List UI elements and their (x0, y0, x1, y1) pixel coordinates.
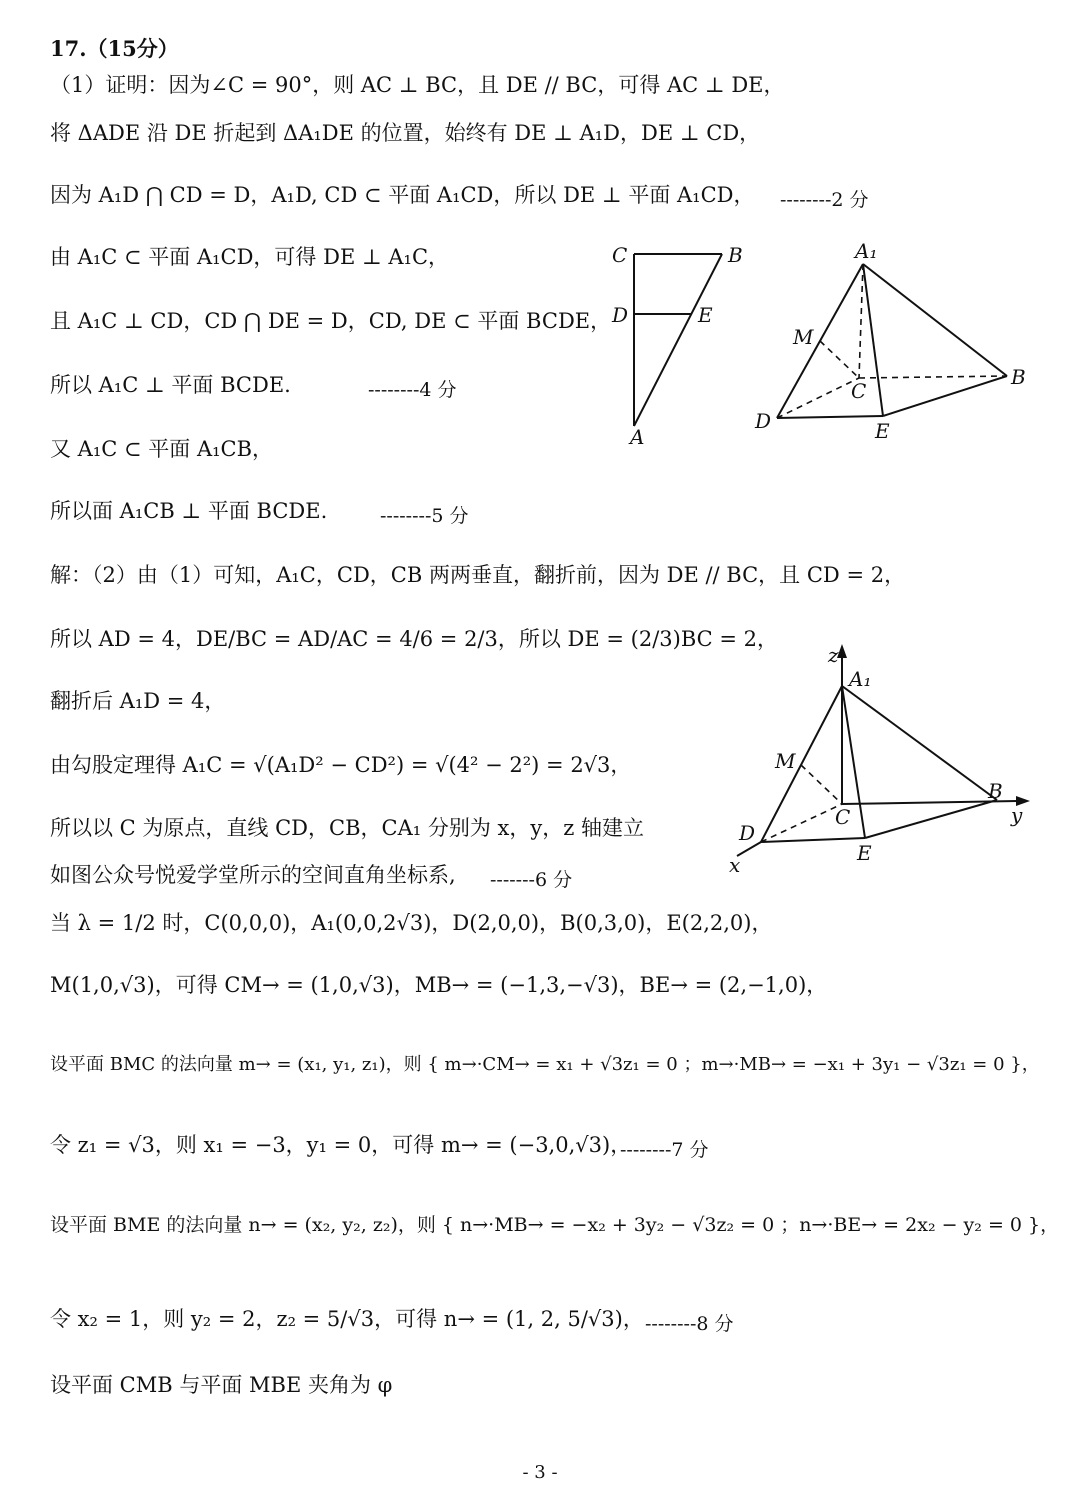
edge-A1B (863, 264, 1007, 376)
label-M: M (793, 325, 814, 349)
label-B: B (988, 779, 1003, 803)
label-D: D (612, 303, 629, 327)
page-number: - 3 - (522, 1462, 558, 1483)
part1-line-6: 所以 A₁C ⊥ 平面 BCDE. (50, 373, 291, 397)
part2-line-10: 令 z₁ = √3，则 x₁ = −3，y₁ = 0，可得 m→ = (−3,0,√3)， (50, 1133, 632, 1157)
part1-line-1: （1）证明：因为∠C = 90°，则 AC ⊥ BC，且 DE // BC，可得 AC ⊥ DE， (50, 73, 785, 97)
part2-line-3: 翻折后 A₁D = 4， (50, 689, 226, 713)
part1-line-5: 且 A₁C ⊥ CD，CD ⋂ DE = D，CD, DE ⊂ 平面 BCDE， (50, 309, 612, 333)
label-A: A (630, 425, 645, 449)
part1-line-8: 所以面 A₁CB ⊥ 平面 BCDE. (50, 499, 328, 523)
edge-EB (865, 800, 997, 838)
part1-line-4: 由 A₁C ⊂ 平面 A₁CD，可得 DE ⊥ A₁C， (50, 245, 450, 269)
hidden-edge-CB (859, 376, 1007, 378)
figure-coordinate-system (715, 640, 1045, 880)
label-C: C (851, 379, 867, 403)
edge-DE (761, 838, 865, 842)
part2-line-5: 所以以 C 为原点，直线 CD，CB，CA₁ 分别为 x，y，z 轴建立 (50, 816, 644, 840)
part2-line-1: 解：（2）由（1）可知，A₁C，CD，CB 两两垂直，翻折前，因为 DE // BC，且 CD = 2， (50, 563, 906, 587)
part2-line-2: 所以 AD = 4，DE/BC = AD/AC = 4/6 = 2/3，所以 DE = (2/3)BC = 2， (50, 627, 779, 651)
part2-line-12: 令 x₂ = 1，则 y₂ = 2，z₂ = 5/√3，可得 n→ = (1, 2, 5/√3)， (50, 1307, 644, 1331)
edge-A1B (842, 686, 997, 800)
part1-line-3: 因为 A₁D ⋂ CD = D，A₁D, CD ⊂ 平面 A₁CD，所以 DE ⊥ 平面 A₁CD， (50, 183, 755, 207)
score-mark-4: --------4 分 (368, 379, 457, 401)
part2-line-9: 设平面 BMC 的法向量 m→ = (x₁, y₁, z₁)，则 { m→·CM→ = x₁ + √3z₁ = 0 ；m→·MB→ = −x₁ + 3y₁ − √3z₁ = 0 }， (50, 1054, 1040, 1075)
label-D: D (755, 409, 772, 433)
score-mark-6: -------6 分 (490, 869, 573, 891)
part2-line-11: 设平面 BME 的法向量 n→ = (x₂, y₂, z₂)，则 { n→·MB→ = −x₂ + 3y₂ − √3z₂ = 0 ；n→·BE→ = 2x₂ − y₂ = 0 }， (50, 1214, 1060, 1236)
part2-line-13: 设平面 CMB 与平面 MBE 夹角为 φ (50, 1373, 393, 1397)
part2-line-7: 当 λ = 1/2 时，C(0,0,0)，A₁(0,0,2√3)，D(2,0,0)，B(0,3,0)，E(2,2,0)， (50, 911, 773, 935)
label-C: C (612, 243, 628, 267)
edge-EB (883, 376, 1007, 416)
part1-line-2: 将 ΔADE 沿 DE 折起到 ΔA₁DE 的位置，始终有 DE ⊥ A₁D，DE ⊥ CD， (50, 121, 761, 145)
label-z: z (828, 643, 839, 667)
score-mark-8: --------8 分 (645, 1313, 734, 1335)
figure-folded-pyramid (745, 238, 1045, 448)
label-B: B (1011, 365, 1026, 389)
label-A1: A₁ (849, 667, 872, 691)
label-D: D (739, 821, 756, 845)
hidden-edge-DC (761, 804, 842, 842)
score-mark-5: --------5 分 (380, 505, 469, 527)
label-B: B (728, 243, 743, 267)
part2-line-6: 如图公众号悦爱学堂所示的空间直角坐标系, (50, 863, 456, 887)
part2-line-4: 由勾股定理得 A₁C = √(A₁D² − CD²) = √(4² − 2²) = 2√3， (50, 753, 632, 777)
hidden-edge-MC (801, 765, 842, 804)
hidden-edge-MC (820, 341, 859, 378)
figure-flat-triangle (600, 240, 760, 450)
part1-line-7: 又 A₁C ⊂ 平面 A₁CB， (50, 437, 274, 461)
label-y: y (1011, 803, 1023, 827)
part2-line-8: M(1,0,√3)，可得 CM→ = (1,0,√3)，MB→ = (−1,3,−√3)，BE→ = (2,−1,0)， (50, 973, 828, 997)
score-mark-2: --------2 分 (780, 189, 869, 211)
label-x: x (729, 853, 741, 877)
label-M: M (775, 749, 796, 773)
hidden-edge-A1C (859, 264, 863, 378)
label-E: E (857, 841, 872, 865)
label-E: E (875, 419, 890, 443)
edge-DE (777, 416, 883, 418)
label-E: E (698, 303, 713, 327)
label-C: C (835, 805, 851, 829)
edge-A1D (761, 686, 842, 842)
segment-BA (634, 254, 722, 426)
label-A1: A₁ (855, 239, 878, 263)
problem-header: 17.（15分） (50, 36, 179, 61)
score-mark-7: --------7 分 (620, 1139, 709, 1161)
